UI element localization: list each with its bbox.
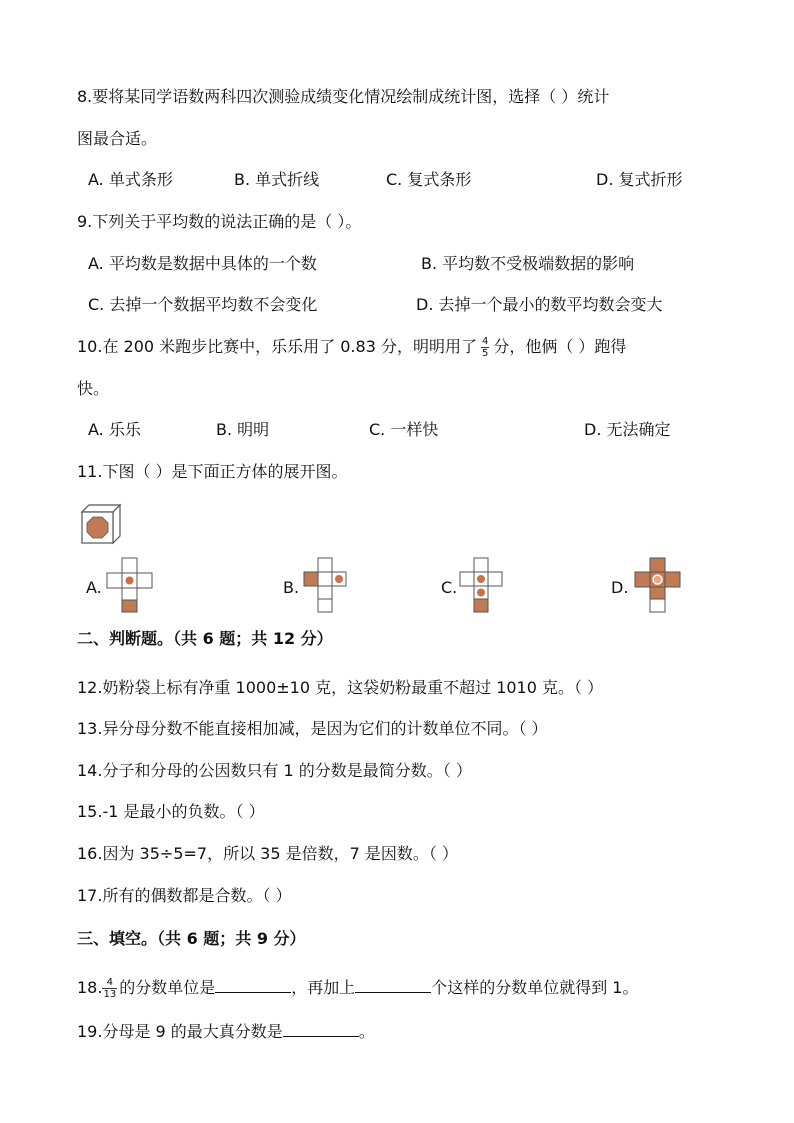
q14-text: 14.分子和分母的公因数只有 1 的分数是最简分数。（ ） xyxy=(77,761,472,780)
q18-blank-2[interactable] xyxy=(355,976,431,993)
q19-blank[interactable] xyxy=(283,1020,359,1037)
q18-blank-1[interactable] xyxy=(215,976,291,993)
q10-option-a[interactable]: A. 乐乐 xyxy=(88,420,141,439)
q18-number: 18. xyxy=(77,978,103,997)
q18-text-end: 个这样的分数单位就得到 1。 xyxy=(431,978,639,997)
net-option-d[interactable] xyxy=(630,556,690,616)
q11-option-b-label[interactable]: B. xyxy=(283,578,300,597)
q9-option-a[interactable]: A. 平均数是数据中具体的一个数 xyxy=(88,254,317,273)
q19-text-end: 。 xyxy=(358,1022,375,1041)
q11-option-c-label[interactable]: C. xyxy=(441,578,458,597)
q8-option-c[interactable]: C. 复式条形 xyxy=(386,170,472,189)
q8-line2: 图最合适。 xyxy=(77,129,158,148)
q8-line1: 8.要将某同学语数两科四次测验成绩变化情况绘制成统计图，选择（ ）统计 xyxy=(77,87,610,106)
q13-text: 13.异分母分数不能直接相加减，是因为它们的计数单位不同。（ ） xyxy=(77,719,548,738)
q16-text: 16.因为 35÷5=7，所以 35 是倍数，7 是因数。（ ） xyxy=(77,844,458,863)
q11-option-a-label[interactable]: A. xyxy=(86,578,102,597)
q9-option-d[interactable]: D. 去掉一个最小的数平均数会变大 xyxy=(416,295,663,314)
q8-option-a[interactable]: A. 单式条形 xyxy=(88,170,173,189)
q10-line2: 快。 xyxy=(77,379,110,398)
q10-fraction xyxy=(481,336,489,359)
q8-option-d[interactable]: D. 复式折形 xyxy=(596,170,683,189)
q18-text-mid1: 的分数单位是 xyxy=(119,978,216,997)
q10-option-d[interactable]: D. 无法确定 xyxy=(584,420,671,439)
q12-text: 12.奶粉袋上标有净重 1000±10 克，这袋奶粉最重不超过 1010 克。（ ） xyxy=(77,678,604,697)
section2-heading: 二、判断题。（共 6 题；共 12 分） xyxy=(77,629,333,648)
q10-frac-denominator: 5 xyxy=(481,348,489,359)
q10-option-b[interactable]: B. 明明 xyxy=(216,420,270,439)
q11-option-d-label[interactable]: D. xyxy=(611,578,629,597)
q9-option-c[interactable]: C. 去掉一个数据平均数不会变化 xyxy=(88,295,318,314)
net-option-b[interactable] xyxy=(298,556,358,616)
q9-option-b[interactable]: B. 平均数不受极端数据的影响 xyxy=(421,254,635,273)
q11-text: 11.下图（ ）是下面正方体的展开图。 xyxy=(77,462,348,481)
q9-text: 9.下列关于平均数的说法正确的是（ ）。 xyxy=(77,212,362,231)
q10-option-c[interactable]: C. 一样快 xyxy=(369,420,439,439)
q17-text: 17.所有的偶数都是合数。（ ） xyxy=(77,886,292,905)
cube-figure xyxy=(80,503,122,545)
q18-frac-denominator: 13 xyxy=(103,989,117,1000)
q15-text: 15.-1 是最小的负数。（ ） xyxy=(77,802,265,821)
net-option-a[interactable] xyxy=(100,556,160,616)
q18-line xyxy=(77,976,639,1000)
section3-heading: 三、填空。（共 6 题；共 9 分） xyxy=(77,929,306,948)
q10-frac-numerator: 4 xyxy=(481,336,489,347)
q19-line xyxy=(77,1020,375,1043)
q18-frac-numerator: 4 xyxy=(102,977,117,989)
q10-text-pre: 10.在 200 米跑步比赛中，乐乐用了 0.83 分，明明用了 xyxy=(77,337,477,356)
q10-text-post: 分，他俩（ ）跑得 xyxy=(493,337,627,356)
q8-option-b[interactable]: B. 单式折线 xyxy=(234,170,320,189)
q18-fraction xyxy=(102,977,117,1000)
q19-text: 19.分母是 9 的最大真分数是 xyxy=(77,1022,283,1041)
q10-line1 xyxy=(77,336,626,359)
net-option-c[interactable] xyxy=(456,556,516,616)
q18-text-mid2: ，再加上 xyxy=(291,978,356,997)
